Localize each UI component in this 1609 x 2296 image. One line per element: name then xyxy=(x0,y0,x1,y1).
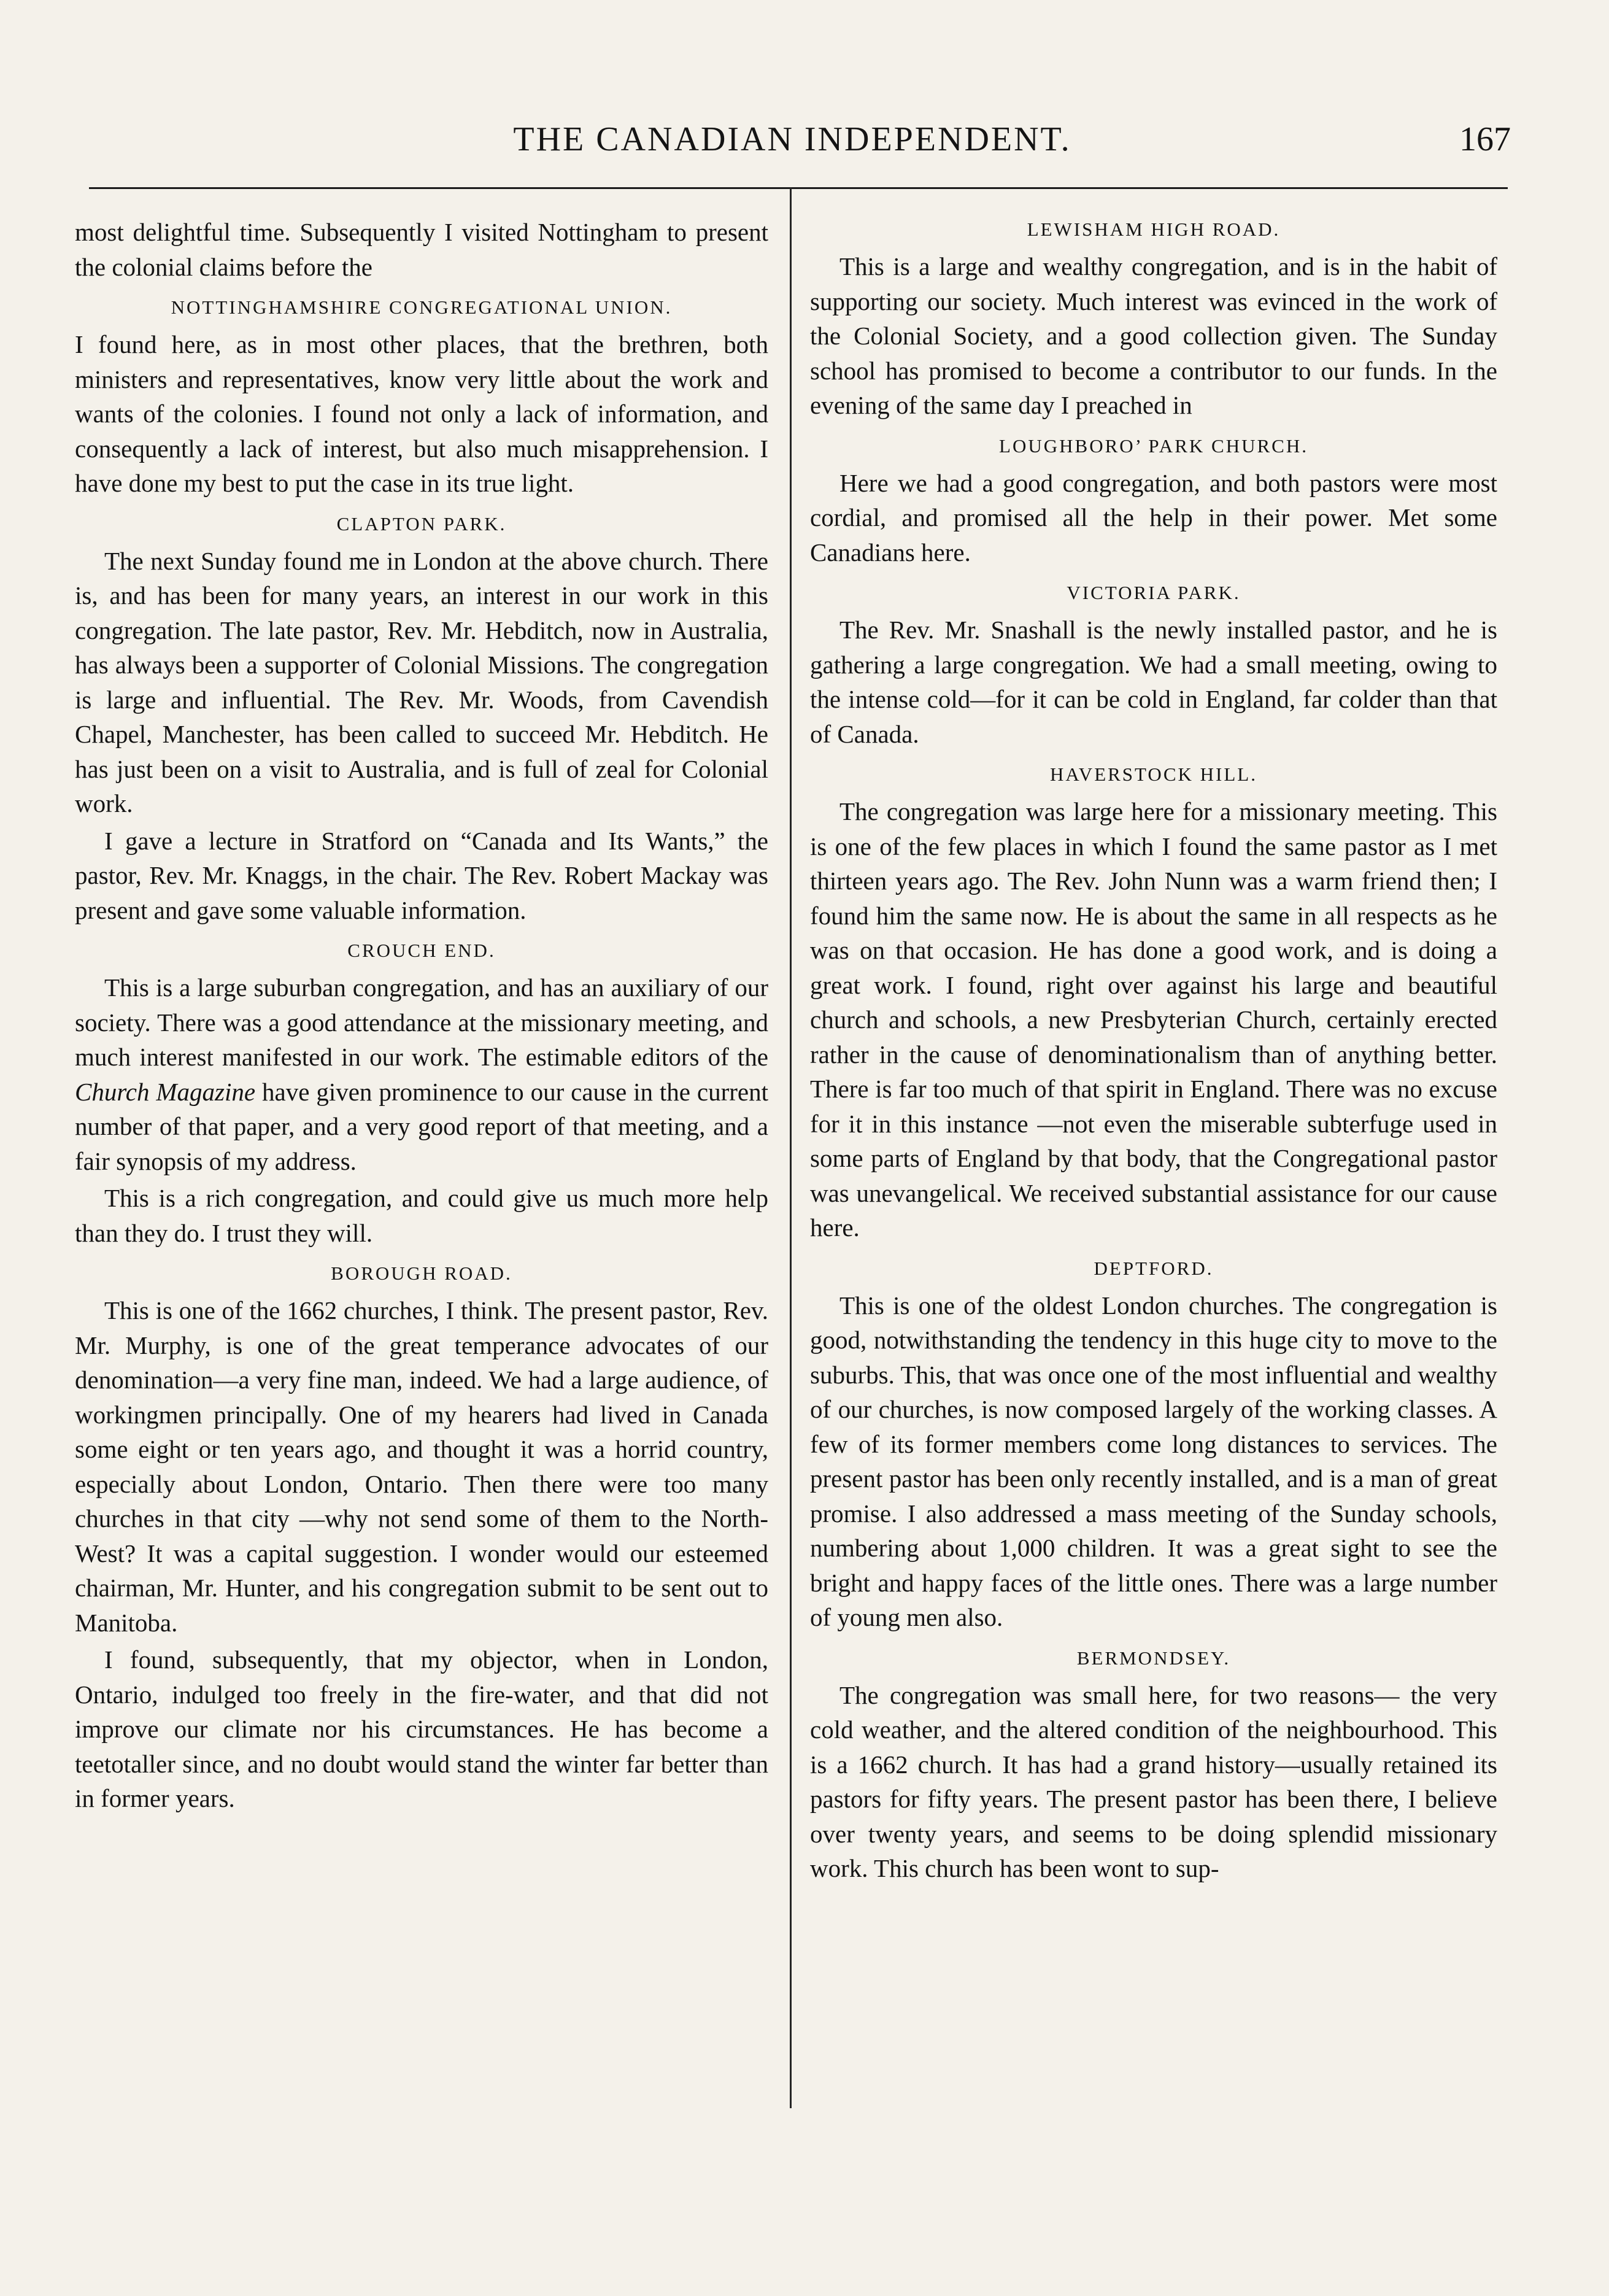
section-heading: BERMONDSEY. xyxy=(1076,1647,1231,1669)
page-number: 167 xyxy=(1459,120,1511,158)
left-column xyxy=(75,215,768,1816)
section-heading: VICTORIA PARK. xyxy=(1067,582,1241,603)
paragraph: This is one of the 1662 churches, I think. The present pastor, Rev. Mr. Murphy, is one of the great temperance advocates of our denomination—a very fine man, indeed. We had a large audience, of workingmen principally. One of my hearers had lived in Canada some eight or ten years ago, and thought it was a horrid country, especially about London, Ontario. Then there were too many churches in that city —why not send some of them to the North-West? It was a capital suggestion. I wonder would our esteemed chairman, Mr. Hunter, and his congregation submit to be sent out to Manitoba. xyxy=(75,1296,768,1637)
section-heading: CLAPTON PARK. xyxy=(336,512,507,535)
header-rule xyxy=(89,187,1508,189)
section-heading: DEPTFORD. xyxy=(1094,1257,1214,1279)
paragraph xyxy=(75,970,768,1178)
paragraph: I gave a lecture in Stratford on “Canada and Its Wants,” the pastor, Rev. Mr. Knaggs, in the chair. The Rev. Robert Mackay was present and gave some valuable information. xyxy=(75,826,768,924)
section-heading: NOTTINGHAMSHIRE CONGREGATIONAL UNION. xyxy=(171,296,673,318)
paragraph: The congregation was large here for a missionary meeting. This is one of the few places in which I found the same pastor as I met thirteen years ago. The Rev. John Nunn was a warm friend then; I found him the same now. He is about the same in all respects as he was on that occasion. He has done a good work, and is doing a great work. I found, right over against his large and beautiful church and schools, a new Presbyterian Church, certainly erected rather in the cause of denominationalism than of anything better. There is far too much of that spirit in England. There was no excuse for it in this instance —not even the miserable subterfuge used in some parts of England by that body, that the Congregational pastor was unevangelical. We received substantial assistance for our cause here. xyxy=(810,797,1497,1242)
paragraph: This is one of the oldest London churches. The congregation is good, notwithstanding the tendency in this huge city to move to the suburbs. This, that was once one of the most influential and wealthy of our churches, is now composed largely of the working classes. A few of its former members come long distances to services. The present pastor has been only recently installed, and is a man of great promise. I also addressed a mass meeting of the Sunday schools, numbering about 1,000 children. It was a great sight to see the bright and happy faces of the little ones. There was a large number of young men also. xyxy=(810,1291,1497,1631)
running-title: THE CANADIAN INDEPENDENT. xyxy=(513,120,1071,158)
section-heading: HAVERSTOCK HILL. xyxy=(1050,763,1257,785)
paragraph: This is a rich congregation, and could give us much more help than they do. I trust they will. xyxy=(75,1184,768,1247)
paragraph: I found here, as in most other places, that the brethren, both ministers and representatives, know very little about the work and wants of the colonies. I found not only a lack of information, and consequently a lack of interest, but also much misapprehension. I have done my best to put the case in its true light. xyxy=(75,330,768,497)
page-header xyxy=(74,120,1511,175)
section-heading: LOUGHBORO’ PARK CHURCH. xyxy=(999,435,1308,457)
paragraph: The next Sunday found me in London at the above church. There is, and has been for many years, an interest in our work in this congregation. The late pastor, Rev. Mr. Hebditch, now in Australia, has always been a supporter of Colonial Missions. The congregation is large and influential. The Rev. Mr. Woods, from Cavendish Chapel, Manchester, has been called to succeed Mr. Hebditch. He has just been on a visit to Australia, and is full of zeal for Colonial work. xyxy=(75,546,768,818)
section-heading: BOROUGH ROAD. xyxy=(331,1262,512,1284)
paragraph: The Rev. Mr. Snashall is the newly installed pastor, and he is gathering a large congregation. We had a small meeting, owing to the intense cold—for it can be cold in England, far colder than that of Canada. xyxy=(810,616,1497,748)
paragraph: most delightful time. Subsequently I visited Nottingham to present the colonial claims before the xyxy=(75,218,768,281)
magazine-title: Church Magazine xyxy=(75,1077,256,1106)
paragraph: I found, subsequently, that my objector, when in London, Ontario, indulged too freely in the fire-water, and that did not improve our climate nor his circumstances. He has become a teetotaller since, and no doubt would stand the winter far better than in former years. xyxy=(75,1645,768,1812)
paragraph: The congregation was small here, for two reasons— the very cold weather, and the altered condition of the neighbourhood. This is a 1662 church. It has had a grand history—usually retained its pastors for fifty years. The present pastor has been there, I believe over twenty years, and seems to be doing splendid missionary work. This church has been wont to sup- xyxy=(810,1680,1497,1882)
section-heading: CROUCH END. xyxy=(347,940,496,961)
text-run: This is a large suburban congregation, and has an auxiliary of our society. There was a good attendance at the missionary meeting, and much interest manifested in our work. The estimable editors of the xyxy=(75,973,768,1071)
paragraph: This is a large and wealthy congregation, and is in the habit of supporting our society. Much interest was evinced in the work of the Colonial Society, and a good collection given. The Sunday school has promised to become a contributor to our funds. In the evening of the same day I preached in xyxy=(810,252,1497,419)
text-run: have given prominence to our cause in the current number of that paper, and a very good report of that meeting, and a fair synopsis of my address. xyxy=(75,1077,768,1175)
right-column xyxy=(810,215,1497,1886)
column-divider xyxy=(790,187,792,2108)
section-heading: LEWISHAM HIGH ROAD. xyxy=(1027,218,1281,240)
paragraph: Here we had a good congregation, and both pastors were most cordial, and promised all the help in their power. Met some Canadians here. xyxy=(810,468,1497,566)
